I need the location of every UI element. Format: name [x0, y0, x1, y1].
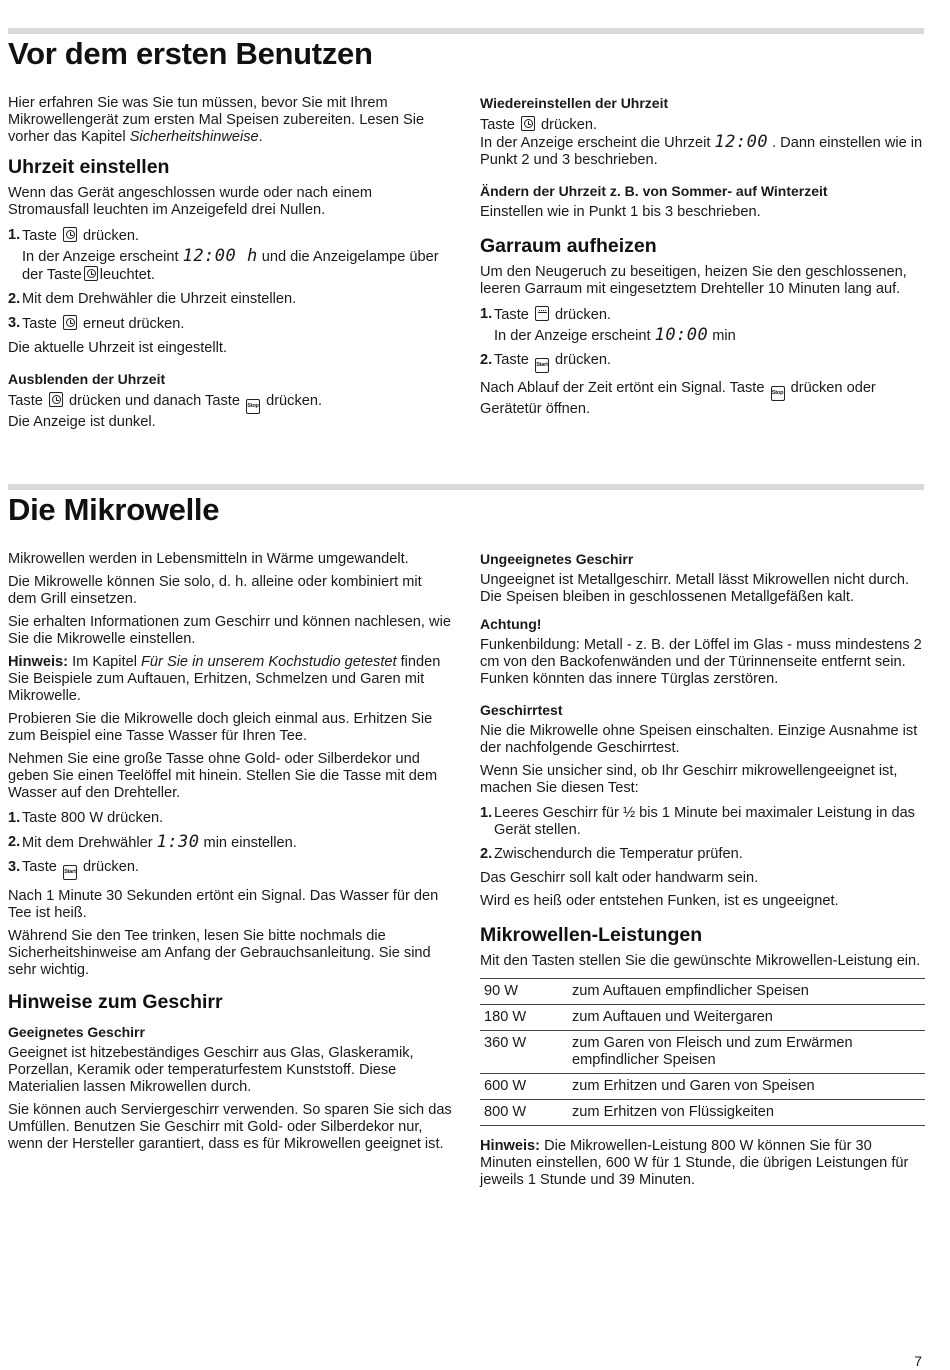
section-title-microwave: Die Mikrowelle — [8, 492, 220, 527]
clock-key-icon — [521, 116, 535, 131]
power-level: 800 W — [480, 1100, 568, 1126]
mw-p7: Nach 1 Minute 30 Sekunden ertönt ein Signal. Das Wasser für den Tee ist heiß. — [8, 888, 439, 921]
table-row — [480, 1005, 925, 1031]
display-readout: 12:00 h — [182, 246, 258, 266]
clock-key-icon — [63, 315, 77, 330]
power-usage: zum Auftauen und Weitergaren — [568, 1005, 925, 1031]
table-row — [480, 1031, 925, 1074]
power-level: 600 W — [480, 1074, 568, 1100]
mw-step-3: 3. Taste Start drücken. — [8, 859, 453, 880]
mw-step-2: 2. Mit dem Drehwähler 1:30 min einstellen. — [8, 832, 297, 852]
column-left-first-use — [8, 95, 453, 431]
power-table — [480, 978, 925, 1126]
mw-step-1: 1. Taste 800 W drücken. — [8, 810, 164, 826]
test-step-1: 1. Leeres Geschirr für ½ bis 1 Minute bei maximaler Leistung in das Gerät stellen. — [480, 805, 915, 838]
clock-key-icon — [84, 266, 98, 281]
test-p4: Wird es heiß oder entstehen Funken, ist es ungeeignet. — [480, 893, 839, 909]
heading-dishes: Hinweise zum Geschirr — [8, 991, 223, 1013]
test-p3: Das Geschirr soll kalt oder handwarm sein. — [480, 870, 759, 886]
page-number: 7 — [914, 1353, 922, 1369]
section-rule-top — [8, 28, 924, 34]
heading-set-clock: Uhrzeit einstellen — [8, 156, 170, 178]
clock-done: Die aktuelle Uhrzeit ist eingestellt. — [8, 340, 228, 356]
suitable-p2: Sie können auch Serviergeschirr verwenden. So sparen Sie sich das Umfüllen. Benutzen Sie Geschirr mit Gold- oder Silberdekor nur, wenn der Hersteller garantiert, dass es für Mikrowellen geeignet ist. — [8, 1102, 452, 1152]
unsuitable-text: Ungeeignet ist Metallgeschirr. Metall lässt Mikrowellen nicht durch. Die Speisen bleiben in geschlossenen Metallgefäßen kalt. — [480, 572, 910, 605]
clock-intro: Wenn das Gerät angeschlossen wurde oder nach einem Stromausfall leuchten im Anzeigefeld drei Nullen. — [8, 185, 372, 218]
mw-note: Hinweis: Im Kapitel Für Sie in unserem Kochstudio getestet finden Sie Beispiele zum Auftauen, Erhitzen, Schmelzen und Garen mit Mikrowelle. — [8, 654, 441, 704]
mw-p1: Mikrowellen werden in Lebensmitteln in Wärme umgewandelt. — [8, 551, 409, 567]
power-usage: zum Erhitzen und Garen von Speisen — [568, 1074, 925, 1100]
column-left-microwave — [8, 551, 453, 1159]
power-usage: zum Erhitzen von Flüssigkeiten — [568, 1100, 925, 1126]
heat-intro: Um den Neugeruch zu beseitigen, heizen Sie den geschlossenen, leeren Garraum mit eingesetztem Drehteller 10 Minuten lang auf. — [480, 264, 907, 297]
heat-end: Nach Ablauf der Zeit ertönt ein Signal. Taste Stop drücken oder Gerätetür öffnen. — [480, 380, 876, 417]
stop-key-icon: Stop — [246, 399, 260, 414]
clock-step-2: 2. Mit dem Drehwähler die Uhrzeit einstellen. — [8, 291, 297, 307]
clock-step-1: 1. Taste drücken. In der Anzeige erscheint 12:00 h und die Anzeigelampe über der Taste leuchtet. — [8, 227, 439, 283]
suitable-p1: Geeignet ist hitzebeständiges Geschirr aus Glas, Glaskeramik, Porzellan, Keramik oder temperaturfestem Kunststoff. Diese Materialien lassen Mikrowellen durch. — [8, 1045, 414, 1095]
mw-p2: Die Mikrowelle können Sie solo, d. h. alleine oder kombiniert mit dem Grill einsetzen. — [8, 574, 422, 607]
power-usage: zum Auftauen empfindlicher Speisen — [568, 979, 925, 1005]
mw-p5: Probieren Sie die Mikrowelle doch gleich einmal aus. Erhitzen Sie zum Beispiel eine Tasse Wasser für Ihren Tee. — [8, 711, 433, 744]
table-row — [480, 1074, 925, 1100]
heat-step-2: 2. Taste Start drücken. — [480, 352, 925, 373]
table-row — [480, 979, 925, 1005]
test-p2: Wenn Sie unsicher sind, ob Ihr Geschirr mikrowellengeeignet ist, machen Sie diesen Test: — [480, 763, 898, 796]
heading-microwave-power: Mikrowellen-Leistungen — [480, 924, 703, 946]
heading-caution: Achtung! — [480, 616, 542, 632]
display-readout: 1:30 — [156, 832, 200, 852]
intro-paragraph: Hier erfahren Sie was Sie tun müssen, bevor Sie mit Ihrem Mikrowellengerät zum ersten Mal Speisen zubereiten. Lesen Sie vorher das Kapitel Sicherheitshinweise. — [8, 95, 425, 145]
heading-unsuitable-dishes: Ungeeignetes Geschirr — [480, 551, 634, 567]
test-step-2: 2. Zwischendurch die Temperatur prüfen. — [480, 846, 743, 862]
grill-key-icon — [535, 306, 549, 321]
start-key-icon: Start — [63, 865, 77, 880]
column-right-microwave — [480, 551, 925, 1195]
column-right-first-use — [480, 95, 925, 424]
clock-key-icon — [63, 227, 77, 242]
heading-change-clock: Ändern der Uhrzeit z. B. von Sommer- auf Winterzeit — [480, 183, 828, 199]
test-p1: Nie die Mikrowelle ohne Speisen einschalten. Einzige Ausnahme ist der nachfolgende Geschirrtest. — [480, 723, 918, 756]
display-readout: 10:00 — [654, 325, 709, 345]
change-clock-text: Einstellen wie in Punkt 1 bis 3 beschrieben. — [480, 204, 761, 220]
reset-clock-text: Taste drücken. In der Anzeige erscheint die Uhrzeit 12:00 . Dann einstellen wie in Punkt 2 und 3 beschrieben. — [480, 117, 923, 168]
section-rule-microwave — [8, 484, 924, 490]
power-level: 360 W — [480, 1031, 568, 1074]
section-title-first-use: Vor dem ersten Benutzen — [8, 36, 373, 71]
mw-p6: Nehmen Sie eine große Tasse ohne Gold- oder Silberdekor und geben Sie einen Teelöffel mit hinein. Stellen Sie die Tasse mit dem Wasser auf den Drehteller. — [8, 751, 438, 801]
heading-dish-test: Geschirrtest — [480, 702, 563, 718]
power-level: 90 W — [480, 979, 568, 1005]
heat-step-1: 1. Taste drücken. In der Anzeige erscheint 10:00 min — [480, 306, 736, 345]
display-readout: 12:00 — [714, 132, 769, 152]
heading-heat-cavity: Garraum aufheizen — [480, 235, 657, 257]
clock-key-icon — [49, 392, 63, 407]
heading-hide-clock: Ausblenden der Uhrzeit — [8, 371, 166, 387]
heading-suitable-dishes: Geeignetes Geschirr — [8, 1024, 145, 1040]
stop-key-icon: Stop — [771, 386, 785, 401]
power-note: Hinweis: Die Mikrowellen-Leistung 800 W können Sie für 30 Minuten einstellen, 600 W für 1 Stunde, die übrigen Leistungen für jeweils 1 Stunde und 39 Minuten. — [480, 1138, 909, 1188]
hide-clock-text: Taste drücken und danach Taste Stop drücken. Die Anzeige ist dunkel. — [8, 393, 323, 430]
heading-reset-clock: Wiedereinstellen der Uhrzeit — [480, 95, 669, 111]
power-intro: Mit den Tasten stellen Sie die gewünschte Mikrowellen-Leistung ein. — [480, 953, 921, 969]
start-key-icon: Start — [535, 358, 549, 373]
mw-p8: Während Sie den Tee trinken, lesen Sie bitte nochmals die Sicherheitshinweise am Anfang der Gebrauchsanleitung. Sie sind sehr wichtig. — [8, 928, 431, 978]
mw-p3: Sie erhalten Informationen zum Geschirr und können nachlesen, wie Sie die Mikrowelle einstellen. — [8, 614, 451, 647]
power-level: 180 W — [480, 1005, 568, 1031]
power-usage: zum Garen von Fleisch und zum Erwärmen empfindlicher Speisen — [568, 1031, 925, 1074]
caution-text: Funkenbildung: Metall - z. B. der Löffel im Glas - muss mindestens 2 cm von den Backofenwänden und der Türinnenseite entfernt sein. Funken könnten das innere Türglas zerstören. — [480, 637, 922, 687]
table-row — [480, 1100, 925, 1126]
clock-step-3: 3. Taste erneut drücken. — [8, 315, 185, 332]
